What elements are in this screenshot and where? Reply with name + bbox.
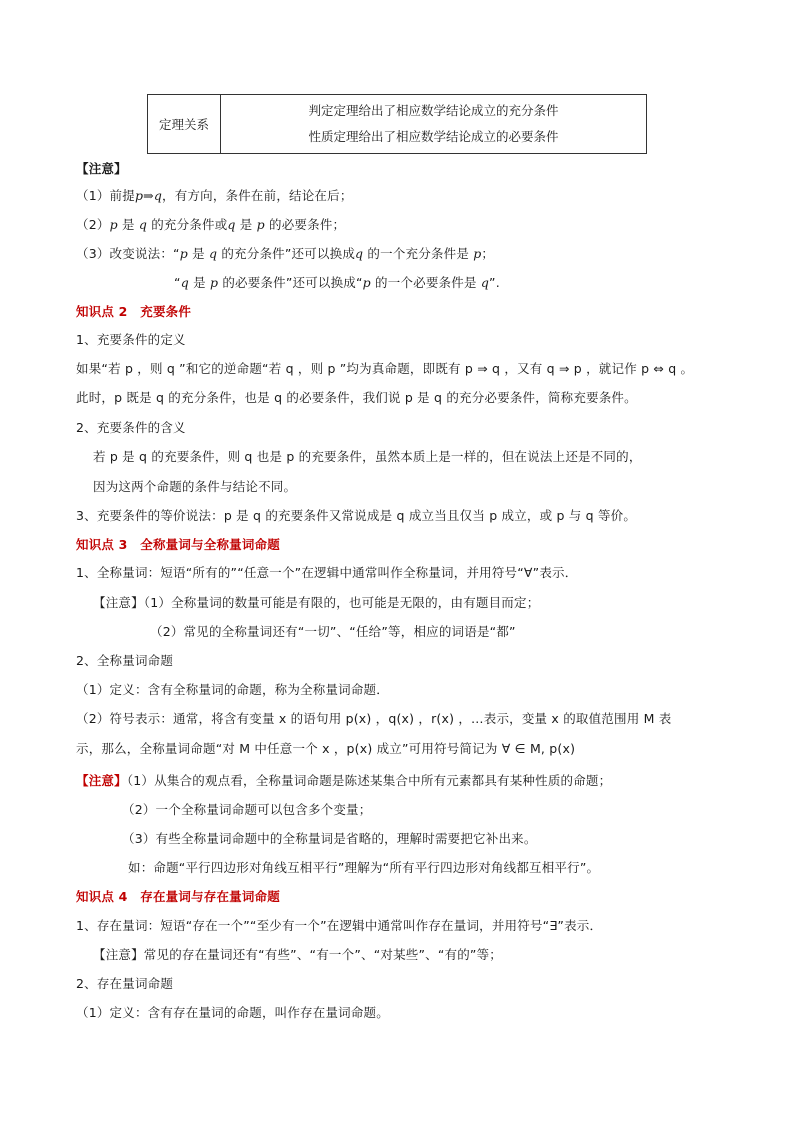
math: q	[180, 275, 189, 290]
k3-warning-2: （2）一个全称量词命题可以包含多个变量；	[122, 802, 372, 817]
k3-symbol-line-1: （2）符号表示：通常，将含有变量 x 的语句用 p(x) ，q(x) ，r(x) ，…表示，变量 x 的取值范围用 M 表	[76, 711, 672, 726]
text: 是	[187, 246, 209, 261]
text: 是	[235, 217, 257, 232]
k3-warning-1	[76, 773, 611, 789]
text: 的一个必要条件是	[370, 275, 481, 290]
text: 的充分条件或	[147, 217, 228, 232]
table-label-cell: 定理关系	[148, 95, 221, 154]
text: 的充分条件”还可以换成	[217, 246, 356, 261]
math: p	[209, 275, 219, 290]
math: p	[179, 246, 188, 261]
math: q	[355, 246, 364, 261]
math: p	[473, 246, 482, 261]
table-line-necessary: 性质定理给出了相应数学结论成立的必要条件	[308, 129, 559, 144]
k3-definition: （1）定义：含有全称量词的命题，称为全称量词命题．	[76, 682, 389, 697]
text: （2）	[76, 217, 110, 232]
note-item-3	[76, 246, 494, 262]
warning-label: 【注意】	[76, 773, 127, 788]
k3-note-2: （2）常见的全称量词还有“一切”、“任给”等，相应的词语是“都”	[150, 624, 516, 639]
table-line-sufficient: 判定定理给出了相应数学结论成立的充分条件	[308, 103, 559, 118]
k3-warning-3: （3）有些全称量词命题中的全称量词是省略的，理解时需要把它补出来。	[122, 831, 537, 846]
k4-note: 【注意】常见的存在量词还有“有些”、“有一个”、“对某些”、“有的”等；	[93, 947, 503, 962]
k4-sub-2: 2、存在量词命题	[76, 976, 174, 991]
text: “	[174, 275, 181, 290]
math: q	[227, 217, 236, 232]
math: q	[480, 275, 490, 290]
text: ；	[481, 246, 495, 261]
k2-definition-line-1: 如果“若 p ，则 q ”和它的逆命题“若 q ，则 p ”均为真命题，即既有 p ⇒ q ，又有 q ⇒ p ，就记作 p ⇔ q 。	[76, 361, 694, 376]
text: 的必要条件；	[264, 217, 346, 232]
text: ，有方向，条件在前，结论在后；	[162, 188, 353, 203]
math: p⇒q	[134, 188, 163, 203]
note-item-2	[76, 217, 345, 233]
k3-sub-2: 2、全称量词命题	[76, 653, 174, 668]
text: （3）改变说法：“	[76, 246, 180, 261]
k2-definition-line-2: 此时，p 既是 q 的充分条件，也是 q 的必要条件，我们说 p 是 q 的充分必要条件，简称充要条件。	[76, 390, 637, 405]
text: 是	[188, 275, 210, 290]
section-heading-k2: 知识点 2 充要条件	[76, 304, 192, 319]
k4-definition: （1）定义：含有存在量词的命题，叫作存在量词命题。	[76, 1005, 389, 1020]
math: p	[109, 217, 118, 232]
k4-sub-1: 1、存在量词：短语“存在一个”“至少有一个”在逻辑中通常叫作存在量词，并用符号“∃”表示．	[76, 918, 603, 933]
note-item-3-continued	[174, 275, 500, 291]
k2-sub-3: 3、充要条件的等价说法：p 是 q 的充要条件又常说成是 q 成立当且仅当 p 成立，或 p 与 q 等价。	[76, 508, 637, 523]
note-heading: 【注意】	[76, 161, 127, 176]
text: 的一个充分条件是	[363, 246, 474, 261]
math: q	[138, 217, 148, 232]
k3-sub-1: 1、全称量词：短语“所有的”“任意一个”在逻辑中通常叫作全称量词，并用符号“∀”表示．	[76, 565, 578, 580]
table-content-cell	[221, 95, 647, 154]
text: ”.	[489, 275, 500, 290]
k2-meaning-line-2: 因为这两个命题的条件与结论不同。	[93, 479, 297, 494]
text: 是	[117, 217, 139, 232]
note-item-1	[76, 188, 353, 204]
k2-meaning-line-1: 若 p 是 q 的充要条件，则 q 也是 p 的充要条件，虽然本质上是一样的，但在说法上还是不同的，	[93, 449, 642, 464]
k3-symbol-line-2: 示，那么，全称量词命题“对 M 中任意一个 x ，p(x) 成立”可用符号简记为 ∀ ∈ M, p(x)	[76, 741, 576, 756]
k3-note-1: 【注意】（1）全称量词的数量可能是有限的，也可能是无限的，由有题目而定；	[93, 595, 540, 610]
text: 的必要条件”还可以换成“	[218, 275, 363, 290]
text: （1）前提	[76, 188, 135, 203]
math: p	[256, 217, 265, 232]
math: p	[362, 275, 371, 290]
k2-sub-2: 2、充要条件的含义	[76, 420, 186, 435]
section-heading-k3: 知识点 3 全称量词与全称量词命题	[76, 537, 280, 552]
warning-text: （1）从集合的观点看，全称量词命题是陈述某集合中所有元素都具有某种性质的命题；	[126, 773, 612, 788]
math: q	[208, 246, 218, 261]
k3-warning-example: 如：命题“平行四边形对角线互相平行”理解为“所有平行四边形对角线都互相平行”。	[128, 860, 600, 875]
theorem-relation-table	[147, 94, 647, 154]
section-heading-k4: 知识点 4 存在量词与存在量词命题	[76, 889, 280, 904]
k2-sub-1: 1、充要条件的定义	[76, 332, 186, 347]
